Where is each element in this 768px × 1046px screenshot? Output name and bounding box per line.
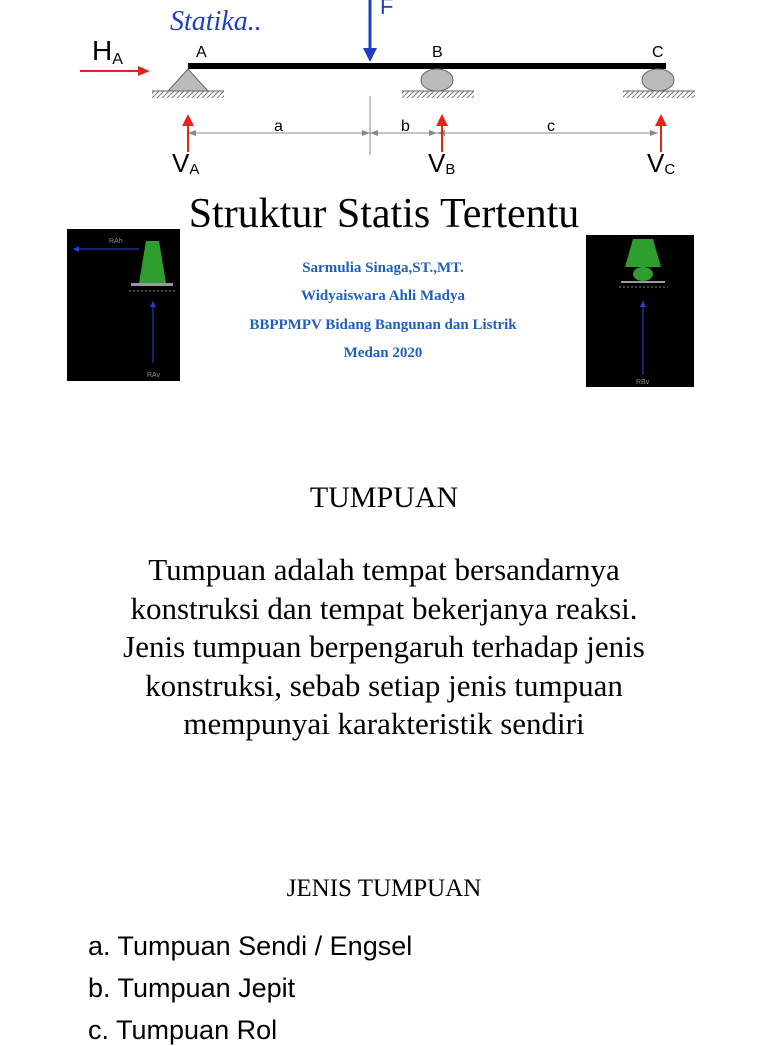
- list-marker: a.: [88, 931, 111, 961]
- roller-support-b: [421, 69, 453, 91]
- label-vertical-c: VC: [647, 148, 676, 178]
- label-span-a: a: [274, 118, 283, 135]
- author-organization: BBPPMPV Bidang Bangunan dan Listrik: [249, 317, 517, 333]
- definition-paragraph: [60, 551, 708, 744]
- pin-support-a: [168, 69, 208, 91]
- author-place-year: Medan 2020: [343, 345, 423, 361]
- page-title: Struktur Statis Tertentu: [188, 191, 580, 237]
- label-span-c: c: [547, 118, 555, 135]
- beam-diagram: [70, 0, 710, 180]
- load-arrowhead: [363, 48, 377, 62]
- roller-support-panel: [586, 235, 694, 387]
- horizontal-reaction-arrowhead: [138, 66, 150, 76]
- beam: [188, 63, 666, 69]
- label-rah: RAh: [109, 238, 123, 245]
- ground-c: [623, 91, 695, 98]
- list-marker: b.: [88, 973, 111, 1003]
- list-item: [88, 972, 295, 1004]
- definition-line: konstruksi, sebab setiap jenis tumpuan: [145, 667, 623, 703]
- section-heading: TUMPUAN: [309, 481, 459, 514]
- pin-support-panel: [67, 229, 180, 381]
- list-label: Tumpuan Sendi / Engsel: [117, 931, 413, 961]
- ground-b: [402, 91, 474, 98]
- label-span-b: b: [401, 118, 410, 135]
- label-support-b: B: [432, 44, 443, 61]
- list-label: Tumpuan Jepit: [117, 973, 296, 1003]
- ground-a: [152, 91, 224, 98]
- label-vertical-b: VB: [428, 148, 456, 178]
- author-role: Widyaiswara Ahli Madya: [301, 288, 465, 304]
- author-name: Sarmulia Sinaga,ST.,MT.: [302, 260, 464, 276]
- label-horizontal-reaction: HA: [92, 35, 123, 68]
- definition-line: mempunyai karakteristik sendiri: [183, 706, 585, 741]
- definition-line: Jenis tumpuan berpengaruh terhadap jenis: [123, 629, 645, 664]
- definition-line: konstruksi dan tempat bekerjanya reaksi.: [130, 590, 638, 626]
- roller-support-c: [642, 69, 674, 91]
- list-marker: c.: [88, 1015, 110, 1045]
- label-rbv: RBv: [636, 379, 650, 386]
- figure-title: Statika..: [170, 6, 262, 37]
- list-label: Tumpuan Rol: [116, 1015, 278, 1045]
- types-heading: JENIS TUMPUAN: [286, 875, 482, 902]
- definition-line: Tumpuan adalah tempat bersandarnya: [148, 552, 620, 587]
- label-support-c: C: [652, 44, 664, 61]
- label-vertical-a: VA: [172, 148, 200, 178]
- label-force: F: [380, 0, 394, 19]
- label-rav: RAv: [147, 372, 161, 379]
- list-item: [88, 930, 412, 962]
- list-item: [88, 1014, 277, 1046]
- label-support-a: A: [196, 44, 207, 61]
